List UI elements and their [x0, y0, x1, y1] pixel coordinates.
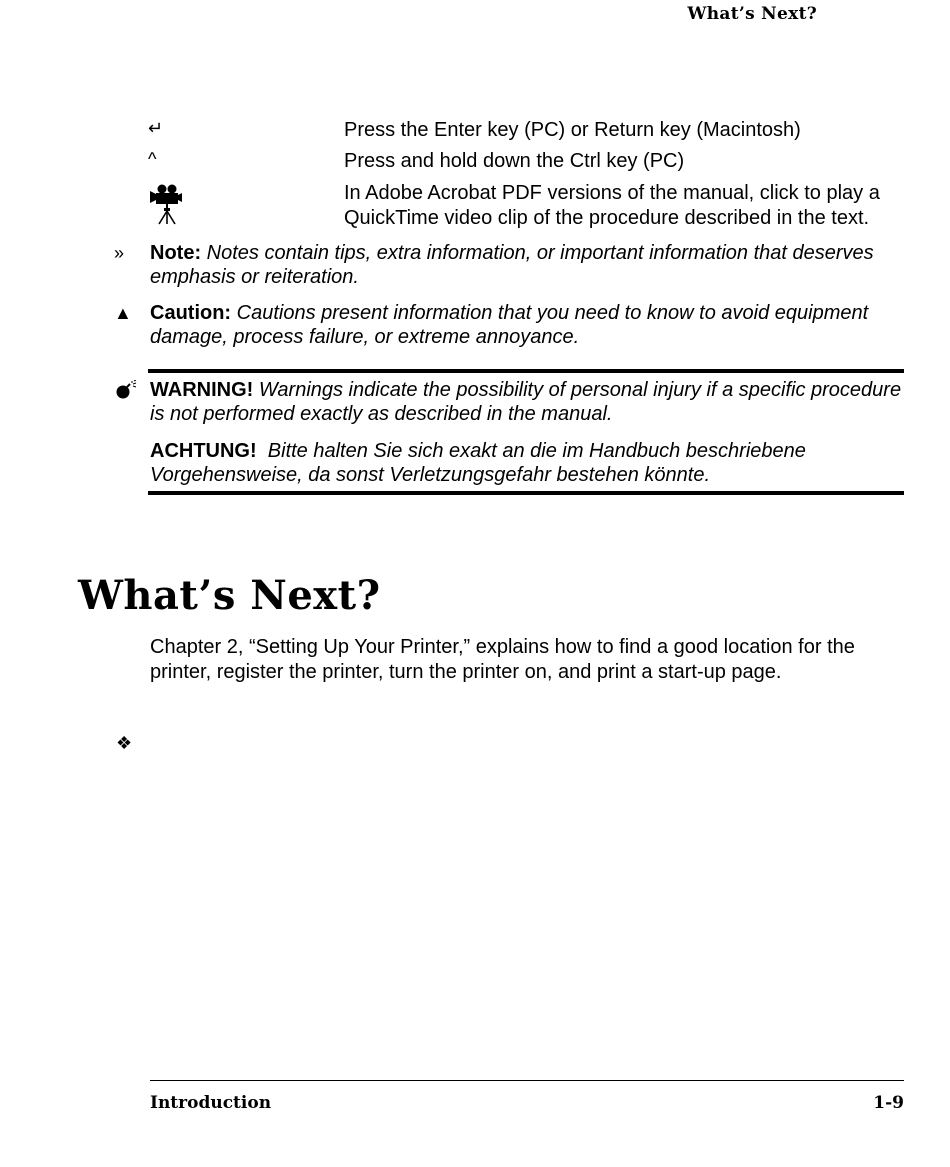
caution-triangle-icon: ▲	[114, 303, 132, 323]
achtung-text: Bitte halten Sie sich exakt an die im Handbuch beschriebene Vorgehensweise, da sonst Verletzungsgefahr bestehen könnte.	[150, 440, 806, 486]
note-text: Notes contain tips, extra information, or important information that deserves emphasis or reiteration.	[150, 242, 874, 288]
symbol-row-video	[148, 181, 908, 233]
end-of-section-icon: ❖	[116, 733, 133, 753]
bomb-icon	[114, 380, 144, 406]
symbol-description: Press and hold down the Ctrl key (PC)	[344, 150, 685, 172]
achtung-label: ACHTUNG!	[150, 440, 257, 462]
warning-label: WARNING!	[150, 379, 254, 401]
warning-top-rule	[148, 369, 904, 373]
warning-text: Warnings indicate the possibility of personal injury if a specific procedure is not performed exactly as described in the manual.	[150, 379, 902, 425]
warning-bottom-rule	[148, 491, 904, 495]
symbol-row-return	[148, 118, 908, 146]
movie-camera-icon	[148, 183, 188, 230]
warning-block	[114, 378, 914, 428]
achtung-block	[114, 439, 914, 489]
footer-rule	[150, 1080, 904, 1081]
footer-page-number: 1-9	[873, 1093, 904, 1113]
caution-label: Caution:	[150, 302, 232, 324]
symbol-description: In Adobe Acrobat PDF versions of the manual, click to play a QuickTime video clip of the procedure described in the text.	[344, 182, 880, 229]
running-head: What’s Next?	[687, 4, 817, 24]
note-label: Note:	[150, 242, 202, 264]
caution-text: Cautions present information that you need to know to avoid equipment damage, process failure, or extreme annoyance.	[150, 302, 869, 348]
footer-chapter: Introduction	[150, 1093, 272, 1113]
caution-block	[114, 301, 914, 351]
section-heading: What’s Next?	[78, 572, 381, 619]
note-block	[114, 241, 914, 291]
symbol-description: Press the Enter key (PC) or Return key (Macintosh)	[344, 119, 801, 141]
return-key-icon: ↵	[148, 118, 164, 138]
note-marker-icon: »	[114, 243, 125, 263]
section-paragraph: Chapter 2, “Setting Up Your Printer,” explains how to find a good location for the printer, register the printer, turn the printer on, and print a start-up page.	[150, 636, 855, 683]
ctrl-key-icon: ^	[148, 149, 157, 169]
symbol-row-ctrl	[148, 149, 908, 177]
